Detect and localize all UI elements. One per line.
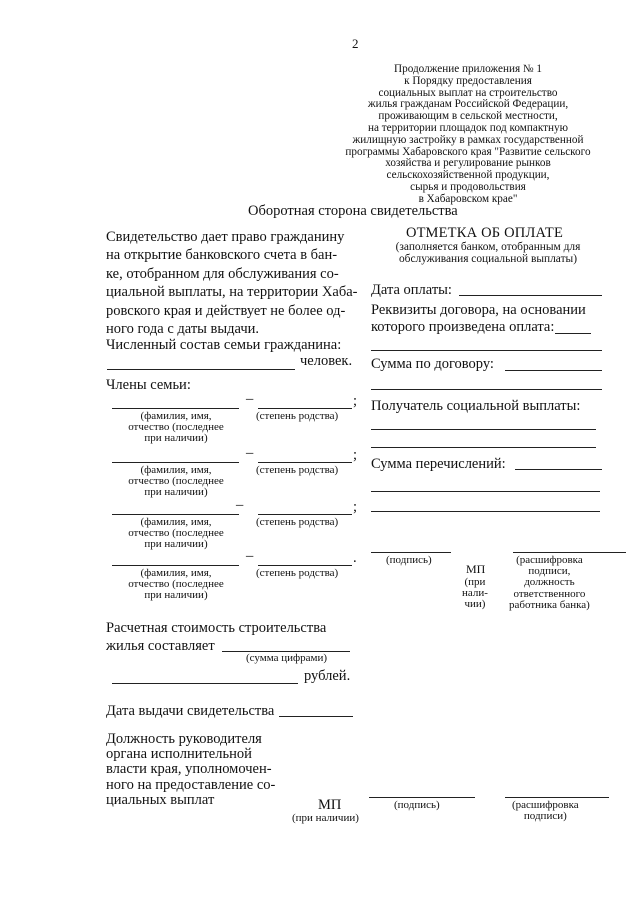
head-position-line: циальных выплат	[106, 791, 215, 808]
member-row-end: .	[353, 550, 357, 566]
payment-mark-subtitle-line: обслуживания социальной выплаты)	[398, 253, 577, 265]
payment-date-field	[459, 295, 602, 296]
appendix-header-line: к Порядку предоставления	[404, 74, 532, 87]
bank-mp-caption	[462, 577, 488, 611]
payment-mark-subtitle-line: (заполняется банком, отобранным для	[395, 241, 581, 253]
page-number: 2	[352, 36, 359, 51]
member-name-field	[112, 408, 239, 409]
member-dash: –	[246, 445, 254, 461]
contract-details-field-1	[555, 333, 591, 334]
appendix-header-line: социальных выплат на строительство	[378, 86, 558, 99]
mp-label: МП	[318, 797, 342, 813]
contract-details-line-2: которого произведена оплата:	[371, 319, 555, 335]
member-name-field	[112, 565, 239, 566]
bank-mp-label: МП	[466, 562, 486, 576]
contract-sum-field-1	[505, 370, 602, 371]
appendix-header-line: сырья и продовольствия	[410, 180, 526, 193]
member-name-caption	[116, 517, 236, 551]
head-position-line: ного на предоставление со-	[106, 776, 276, 793]
appendix-header-line: жилищную застройку в рамках государственной	[352, 133, 584, 146]
bank-decoding-caption-line: ответственного	[513, 587, 586, 600]
payment-mark-title: ОТМЕТКА ОБ ОПЛАТЕ	[406, 225, 564, 241]
contract-details-field-2	[371, 350, 602, 351]
recipient-label: Получатель социальной выплаты:	[371, 398, 581, 414]
member-name-caption-line: при наличии)	[144, 589, 208, 602]
members-label: Члены семьи:	[106, 377, 191, 393]
family-size-field	[107, 369, 295, 370]
bank-decoding-line	[513, 552, 626, 553]
cost-line-2: жилья составляет	[106, 638, 215, 654]
member-name-caption-line: при наличии)	[144, 538, 208, 551]
appendix-header-line: в Хабаровском крае"	[418, 192, 518, 205]
appendix-header-line: программы Хабаровского края "Развитие сельского	[345, 145, 591, 158]
member-name-caption-line: отчество (последнее	[128, 475, 224, 488]
head-position-line: Должность руководителя	[106, 731, 262, 747]
bank-mp-caption-line: чии)	[464, 598, 486, 611]
recipient-field-1	[371, 429, 596, 430]
appendix-header-line: на территории площадок под компактную	[368, 121, 568, 134]
payment-mark-subtitle	[378, 241, 598, 265]
grant-text-line: ке, отобранном для обслуживания со-	[106, 265, 339, 282]
member-name-caption	[116, 465, 236, 499]
mp-caption: (при наличии)	[292, 812, 359, 824]
member-row-end: ;	[353, 447, 358, 463]
member-name-caption-line: при наличии)	[144, 432, 208, 445]
member-dash: –	[236, 497, 244, 513]
head-signature-line	[369, 797, 475, 798]
member-name-caption-line: (фамилия, имя,	[140, 567, 212, 579]
member-name-caption	[116, 568, 236, 602]
grant-text-line: ровского края и действует не более од-	[106, 302, 346, 319]
member-dash: –	[246, 391, 254, 407]
member-relation-field	[258, 408, 352, 409]
signature-caption: (подпись)	[394, 799, 440, 811]
transfer-sum-field-3	[371, 511, 600, 512]
contract-details-line-1: Реквизиты договора, на основании	[371, 302, 586, 318]
head-decoding-line	[505, 797, 609, 798]
bank-decoding-caption-line: (расшифровка	[516, 554, 583, 566]
member-name-caption-line: (фамилия, имя,	[140, 410, 212, 422]
bank-signature-line	[371, 552, 451, 553]
member-row-end: ;	[353, 499, 358, 515]
appendix-header-line: Продолжение приложения № 1	[394, 63, 542, 75]
member-relation-caption: (степень родства)	[256, 464, 339, 476]
appendix-header-line: хозяйства и регулирование рынков	[385, 157, 551, 170]
contract-sum-label: Сумма по договору:	[371, 356, 494, 372]
member-relation-field	[258, 514, 352, 515]
member-relation-caption: (степень родства)	[256, 516, 339, 528]
bank-mp-caption-line: (при	[464, 576, 486, 588]
issue-date-field	[279, 716, 353, 717]
member-name-caption-line: отчество (последнее	[128, 578, 224, 591]
member-relation-caption: (степень родства)	[256, 567, 339, 579]
member-name-field	[112, 514, 239, 515]
head-position-line: власти края, уполномочен-	[106, 761, 272, 778]
transfer-sum-label: Сумма перечислений:	[371, 456, 506, 472]
member-name-caption	[116, 411, 236, 445]
issue-date-label: Дата выдачи свидетельства	[106, 703, 275, 719]
appendix-header-line: жилья гражданам Российской Федерации,	[367, 98, 569, 111]
member-relation-field	[258, 565, 352, 566]
member-name-caption-line: отчество (последнее	[128, 421, 224, 434]
grant-text-line: Свидетельство дает право гражданину	[106, 229, 345, 245]
member-row-end: ;	[353, 393, 358, 409]
appendix-header	[318, 64, 618, 206]
decoding-caption	[512, 800, 579, 822]
head-position	[106, 732, 275, 808]
sum-digits-caption: (сумма цифрами)	[246, 652, 328, 664]
bank-decoding-caption-line: должность	[524, 576, 575, 589]
recipient-field-2	[371, 447, 596, 448]
back-side-title: Оборотная сторона свидетельства	[248, 203, 458, 219]
grant-text	[106, 228, 358, 338]
bank-mp-caption-line: нали-	[462, 587, 488, 600]
grant-text-line: на открытие банковского счета в бан-	[106, 247, 338, 264]
cost-words-field	[112, 683, 298, 684]
head-position-line: органа исполнительной	[106, 746, 252, 763]
member-name-caption-line: отчество (последнее	[128, 527, 224, 540]
member-name-field	[112, 462, 239, 463]
member-name-caption-line: при наличии)	[144, 486, 208, 499]
bank-decoding-caption-line: работника банка)	[509, 598, 590, 611]
contract-sum-field-2	[371, 389, 602, 390]
bank-decoding-caption	[509, 555, 590, 611]
persons-suffix: человек.	[300, 353, 353, 369]
cost-line-1: Расчетная стоимость строительства	[106, 620, 327, 636]
payment-date-label: Дата оплаты:	[371, 282, 452, 298]
decoding-caption-line: подписи)	[523, 810, 567, 823]
appendix-header-line: проживающим в сельской местности,	[378, 110, 558, 123]
bank-decoding-caption-line: подписи,	[528, 565, 571, 578]
family-size-label: Численный состав семьи гражданина:	[106, 337, 342, 353]
member-dash: –	[246, 548, 254, 564]
member-name-caption-line: (фамилия, имя,	[140, 516, 212, 528]
grant-text-line: ного года с даты выдачи.	[106, 321, 260, 338]
member-relation-caption: (степень родства)	[256, 410, 339, 422]
rubles-suffix: рублей.	[304, 668, 351, 684]
transfer-sum-field-1	[515, 469, 602, 470]
bank-signature-caption: (подпись)	[386, 554, 432, 566]
grant-text-line: циальной выплаты, на территории Хаба-	[106, 284, 358, 301]
decoding-caption-line: (расшифровка	[512, 799, 579, 811]
member-relation-field	[258, 462, 352, 463]
member-name-caption-line: (фамилия, имя,	[140, 464, 212, 476]
transfer-sum-field-2	[371, 491, 600, 492]
appendix-header-line: сельскохозяйственной продукции,	[386, 169, 550, 182]
